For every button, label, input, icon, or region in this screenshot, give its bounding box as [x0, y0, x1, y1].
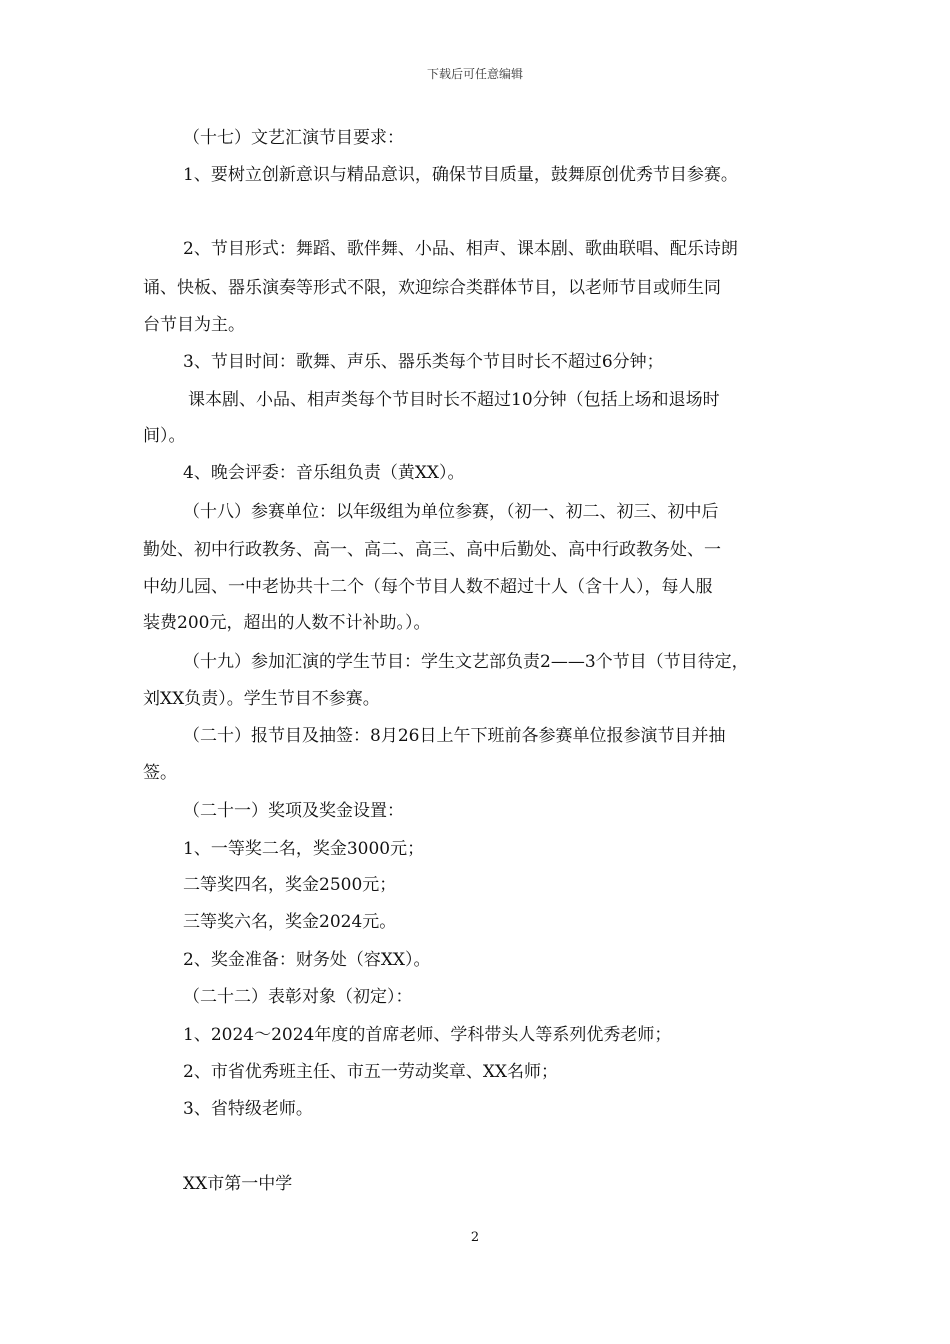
section-20-line: （二十）报节目及抽签：8月26日上午下班前各参赛单位报参演节目并抽	[183, 726, 726, 746]
paragraph-line: 装费200元，超出的人数不计补助。）。	[143, 613, 431, 633]
page-header: 下载后可任意编辑	[426, 67, 523, 81]
paragraph-line: 2、节目形式：舞蹈、歌伴舞、小品、相声、课本剧、歌曲联唱、配乐诗朗	[183, 239, 738, 259]
paragraph-line: 三等奖六名，奖金2024元。	[183, 912, 397, 932]
paragraph-line: 课本剧、小品、相声类每个节目时长不超过10分钟（包括上场和退场时	[188, 390, 720, 410]
paragraph-line: 1、要树立创新意识与精品意识，确保节目质量，鼓舞原创优秀节目参赛。	[183, 165, 738, 185]
paragraph-line: 诵、快板、器乐演奏等形式不限，欢迎综合类群体节目，以老师节目或师生同	[143, 278, 721, 298]
section-21-title: （二十一）奖项及奖金设置：	[183, 801, 404, 821]
paragraph-line: 间）。	[143, 426, 186, 446]
section-18-line: （十八）参赛单位：以年级组为单位参赛，（初一、初二、初三、初中后	[183, 502, 719, 522]
paragraph-line: 刘XX负责）。学生节目不参赛。	[143, 689, 380, 709]
paragraph-line: 4、晚会评委：音乐组负责（黄XX）。	[183, 463, 465, 483]
paragraph-line: 1、2024～2024年度的首席老师、学科带头人等系列优秀老师；	[183, 1025, 672, 1045]
paragraph-line: 中幼儿园、一中老协共十二个（每个节目人数不超过十人（含十人），每人服	[143, 577, 713, 597]
paragraph-line: 2、市省优秀班主任、市五一劳动奖章、XX名师；	[183, 1062, 559, 1082]
paragraph-line: 3、节目时间：歌舞、声乐、器乐类每个节目时长不超过6分钟；	[183, 352, 664, 372]
paragraph-line: 台节目为主。	[143, 315, 245, 335]
section-17-title: （十七）文艺汇演节目要求：	[183, 128, 404, 148]
signature-organization: XX市第一中学	[183, 1174, 293, 1194]
paragraph-line: 1、一等奖二名，奖金3000元；	[183, 839, 425, 859]
paragraph-line: 二等奖四名，奖金2500元；	[183, 875, 397, 895]
paragraph-line: 3、省特级老师。	[183, 1099, 313, 1119]
paragraph-line: 勤处、初中行政教务、高一、高二、高三、高中后勤处、高中行政教务处、一	[143, 540, 721, 560]
page-number: 2	[470, 1230, 480, 1245]
paragraph-line: 2、奖金准备：财务处（容XX）。	[183, 950, 431, 970]
section-22-title: （二十二）表彰对象（初定）：	[183, 987, 413, 1007]
paragraph-line: 签。	[143, 763, 177, 783]
section-19-line: （十九）参加汇演的学生节目：学生文艺部负责2——3个节目（节目待定，	[183, 652, 749, 672]
